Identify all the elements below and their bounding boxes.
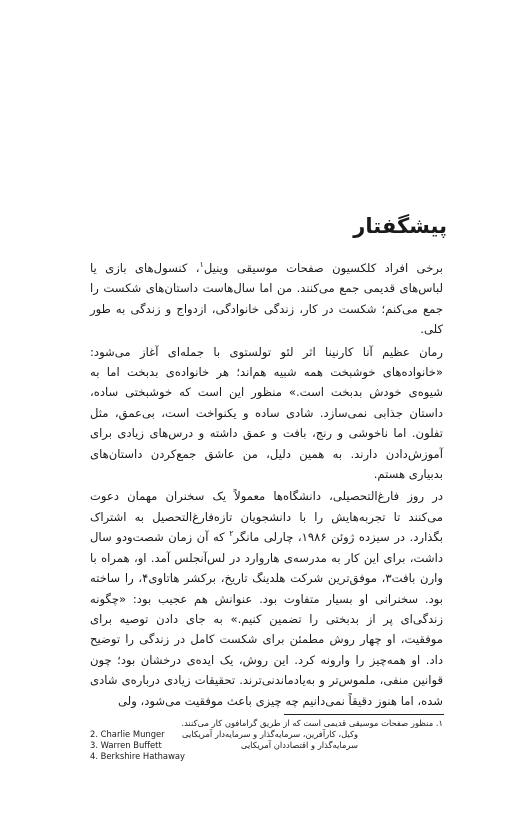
- paragraph-text: رمان عظیم آنا کارنینا اثر لئو تولستوی با جمله‌ای آغاز می‌شود: «خانواده‌های خوشبخت همه شبیه هم‌اند؛ هر خانواده‌ی بدبخت اما به شیوه‌ی خودش بدبخت است.» منظور این است که خوشبختی ساده، داستان جذابی نمی‌سازد. شادی ساده و یکنواخت است، بی‌عمق، مثل تفلون. اما ناخوشی و رنج، بافت و عمق داشته و درس‌های زیادی برای آموزش‌دادن دارند. به همین دلیل، من عاشق جمع‌کردن داستان‌های بدبیاری هستم.: [90, 344, 443, 482]
- footnote-ref: ۱: [199, 260, 204, 270]
- footnote-3-name: 3. Warren Buffett: [90, 740, 162, 750]
- footnote-2-name: 2. Charlie Munger: [90, 729, 165, 739]
- footnote-2-desc: وکیل، کارآفرین، سرمایه‌گذار و سرمایه‌دار آمریکایی: [181, 729, 358, 739]
- paragraph-text: که آن زمان شصت‌ودو سال داشت، برای این کار به مدرسه‌ی هاروارد در لس‌آنجلس آمد. او، همراه با وارن بافت۳، موفق‌ترین شرکت هلدینگ تاریخ، برکشر هاتاوی۴، را ساخته بود. سخنرانی او بسیار متفاوت بود. عنوانش هم عجیب بود: «چگونه زندگی‌ای پر از بدبختی را تضمین کنیم.» به جای دادن توصیه برای موفقیت، او چهار روش مطمئن برای شکست کامل در زندگی را توضیح داد. او همه‌چیز را وارونه کرد. این روش، یک ایده‌ی درخشان بود؛ چون قوانین منفی، ملموس‌تر و به‌یادماندنی‌ترند. تحقیقات زیادی درباره‌ی شادی شده، اما هنوز دقیقاً نمی‌دانیم چه چیزی باعث موفقیت می‌شود، ولی: [90, 530, 443, 708]
- footnote-1: ۱. منظور صفحات موسیقی قدیمی است که از طریق گرامافون کار می‌کنند.: [181, 718, 443, 728]
- paragraph-text: برخی افراد کلکسیون صفحات موسیقی وینیل: [203, 261, 443, 275]
- body-text: [90, 258, 443, 711]
- footnotes: [90, 718, 443, 762]
- footnote-4: 4. Berkshire Hathaway: [90, 751, 186, 761]
- footnote-divider: [284, 714, 444, 715]
- footnote-ref: ۲: [229, 529, 234, 539]
- footnote-3-desc: سرمایه‌گذار و اقتصاددان آمریکایی: [240, 740, 358, 750]
- paragraph: [90, 486, 443, 710]
- paragraph-text: ، کنسول‌های بازی یا لباس‌های قدیمی جمع می‌کنند. من اما سال‌هاست داستان‌های شکست را جمع می‌کنم؛ شکست در کار، زندگی خانوادگی، ازدواج و زندگی به طور کلی.: [90, 261, 443, 337]
- paragraph: [90, 258, 443, 340]
- paragraph-text: در روز فارغ‌التحصیلی، دانشگاه‌ها معمولاً یک سخنران مهمان دعوت می‌کنند تا تجربه‌هایش را با دانشجویان تازه‌فارغ‌التحصیل به اشتراک بگذارد. در سیزده ژوئن ۱۹۸۶، چارلی مانگر: [90, 489, 444, 545]
- paragraph: [90, 342, 443, 485]
- chapter-title: پیشگفتار: [353, 214, 447, 238]
- footnote-2: [90, 729, 443, 740]
- footnote-3: [90, 740, 443, 751]
